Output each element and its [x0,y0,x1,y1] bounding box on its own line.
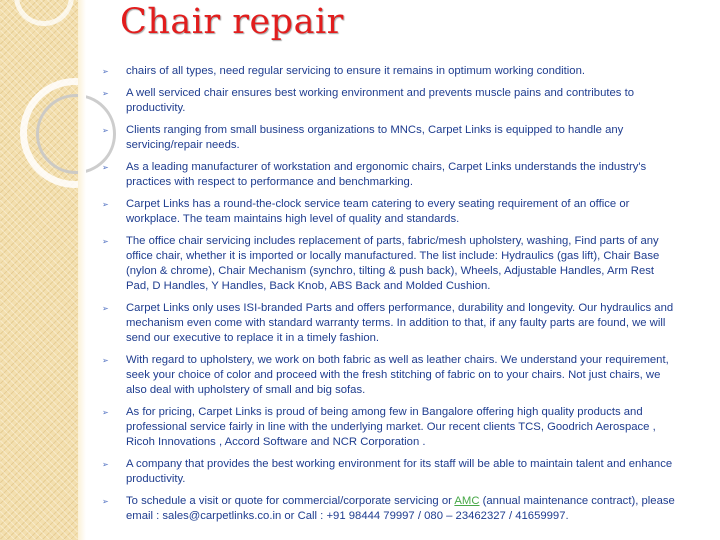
bullet-item [102,64,677,79]
bullet-arrow-icon: ➢ [102,304,109,313]
bullet-item [102,123,677,153]
bullet-arrow-icon: ➢ [102,200,109,209]
bullet-item [102,160,677,190]
decorative-ring-top [14,0,74,26]
bullet-arrow-icon: ➢ [102,89,109,98]
slide-title: Chair repair [120,2,344,42]
bullet-item [102,197,677,227]
bullet-text: Carpet Links only uses ISI-branded Parts and offers performance, durability and longevity. Our hydraulics and mechanism even come with standard warranty terms. In addition to that, if any faulty parts are found, we will send our executive to replace it in a timely fashion. [126,302,674,344]
bullet-item [102,457,677,487]
bullet-arrow-icon: ➢ [102,408,109,417]
bullet-arrow-icon: ➢ [102,237,109,246]
bullet-text: A well serviced chair ensures best working environment and prevents muscle pains and contributes to productivity. [126,87,634,114]
bullet-list [102,64,677,531]
bullet-text: As for pricing, Carpet Links is proud of being among few in Bangalore offering high quality products and professional service fairly in line with the underlying market. Our recent clients TCS, Goodrich Aerospace , Ricoh Innovations , Accord Software and NCR Corporation . [126,406,656,448]
bullet-arrow-icon: ➢ [102,497,109,506]
bullet-text: Clients ranging from small business organizations to MNCs, Carpet Links is equipped to handle any servicing/repair needs. [126,124,624,151]
amc-link[interactable]: AMC [454,495,480,507]
bullet-item [102,234,677,294]
bullet-item-contact [102,494,677,524]
bullet-text: A company that provides the best working environment for its staff will be able to maintain talent and enhance productivity. [126,458,673,485]
bullet-item [102,353,677,398]
bullet-text: With regard to upholstery, we work on both fabric as well as leather chairs. We understand your requirement, seek your choice of color and proceed with the fresh stitching of fabric on to your chairs. Not just chairs, we also deal with upholstery of small and big sofas. [126,354,669,396]
bullet-text: chairs of all types, need regular servicing to ensure it remains in optimum working condition. [126,65,585,77]
bullet-item [102,86,677,116]
side-panel-edge [78,0,86,540]
bullet-arrow-icon: ➢ [102,460,109,469]
bullet-arrow-icon: ➢ [102,163,109,172]
bullet-text: As a leading manufacturer of workstation and ergonomic chairs, Carpet Links understands the industry's practices with respect to performance and benchmarking. [126,161,647,188]
bullet-item [102,301,677,346]
contact-text-after-link: (annual maintenance contract), please email : sales@carpetlinks.co.in or Call : +91 98444 79997 / 080 – 23462327 / 41659997. [126,495,675,522]
bullet-arrow-icon: ➢ [102,67,109,76]
contact-text-before-link: To schedule a visit or quote for commercial/corporate servicing or [126,495,455,507]
bullet-text: Carpet Links has a round-the-clock service team catering to every seating requirement of an office or workplace. The team maintains high level of quality and standards. [126,198,630,225]
bullet-item [102,405,677,450]
bullet-arrow-icon: ➢ [102,356,109,365]
bullet-text: The office chair servicing includes replacement of parts, fabric/mesh upholstery, washing, Find parts of any office chair, whether it is imported or locally manufactured. The list include: Hydraulics (gas lift), Chair Base (nylon & chrome), Chair Mechanism (synchro, tilting & push back), Wheels, Adjustable Handles, Arm Rest Pad, D Handles, Y Handles, Back Knob, ABS Back and Molded Cushion. [126,235,660,292]
decorative-side-panel [0,0,78,540]
bullet-arrow-icon: ➢ [102,126,109,135]
